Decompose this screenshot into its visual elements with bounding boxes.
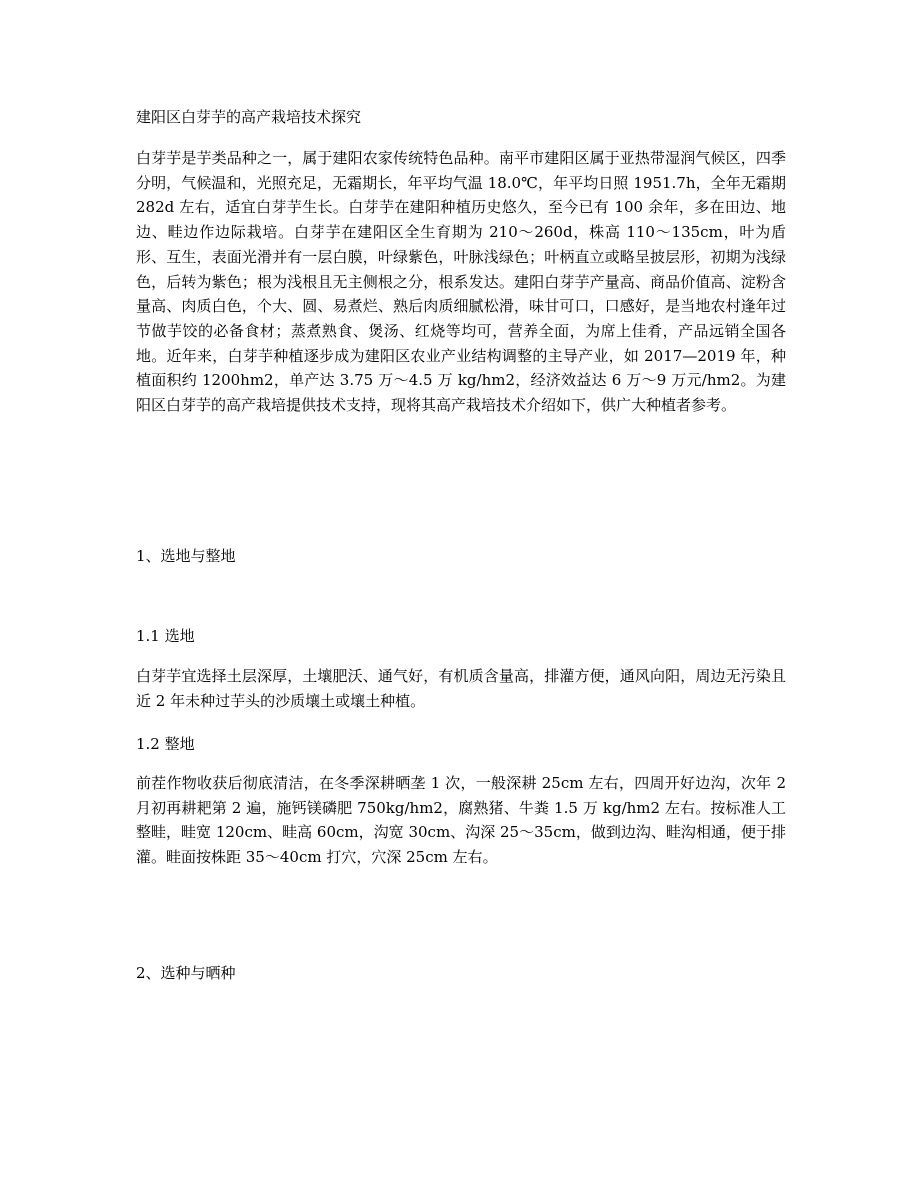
document-title: 建阳区白芽芋的高产栽培技术探究 [136,108,362,126]
section-heading-seed-selection: 2、选种与晒种 [136,964,236,982]
intro-paragraph: 白芽芋是芋类品种之一，属于建阳农家传统特色品种。南平市建阳区属于亚热带湿润气候区，四季分明，气候温和，光照充足，无霜期长，年平均气温 18.0℃，年平均日照 1951.7h，全年无霜期 282d 左右，适宜白芽芋生长。白芽芋在建阳种植历史悠久，至今已有 100 余年，多在田边、地边、畦边作边际栽培。白芽芋在建阳区全生育期为 210～260d，株高 110～135cm，叶为盾形、互生，表面光滑并有一层白膜，叶绿紫色，叶脉浅绿色；叶柄直立或略呈披层形，初期为浅绿色，后转为紫色；根为浅根且无主侧根之分，根系发达。建阳白芽芋产量高、商品价值高、淀粉含量高、肉质白色，个大、圆、易煮烂、熟后肉质细腻松滑，味甘可口，口感好，是当地农村逢年过节做芋饺的必备食材；蒸煮熟食、煲汤、红烧等均可，营养全面，为席上佳肴，产品远销全国各地。近年来，白芽芋种植逐步成为建阳区农业产业结构调整的主导产业，如 2017—2019 年，种植面积约 1200hm2，单产达 3.75 万～4.5 万 kg/hm2，经济效益达 6 万～9 万元/hm2。为建阳区白芽芋的高产栽培提供技术支持，现将其高产栽培技术介绍如下，供广大种植者参考。 [136,149,786,415]
section-heading-site-selection: 1、选地与整地 [136,547,236,565]
subsection-heading-site-choice: 1.1 选地 [136,627,195,645]
subsection-heading-land-prep: 1.2 整地 [136,735,195,753]
land-prep-paragraph: 前茬作物收获后彻底清洁，在冬季深耕晒垄 1 次，一般深耕 25cm 左右，四周开好边沟，次年 2 月初再耕耙第 2 遍，施钙镁磷肥 750kg/hm2，腐熟猪、牛粪 1.5 万 kg/hm2 左右。按标准人工整畦，畦宽 120cm、畦高 60cm，沟宽 30cm、沟深 25～35cm，做到边沟、畦沟相通，便于排灌。畦面按株距 35～40cm 打穴，穴深 25cm 左右。 [136,774,786,867]
site-choice-paragraph: 白芽芋宜选择土层深厚，土壤肥沃、通气好，有机质含量高，排灌方便，通风向阳，周边无污染且近 2 年未种过芋头的沙质壤土或壤土种植。 [136,667,786,710]
